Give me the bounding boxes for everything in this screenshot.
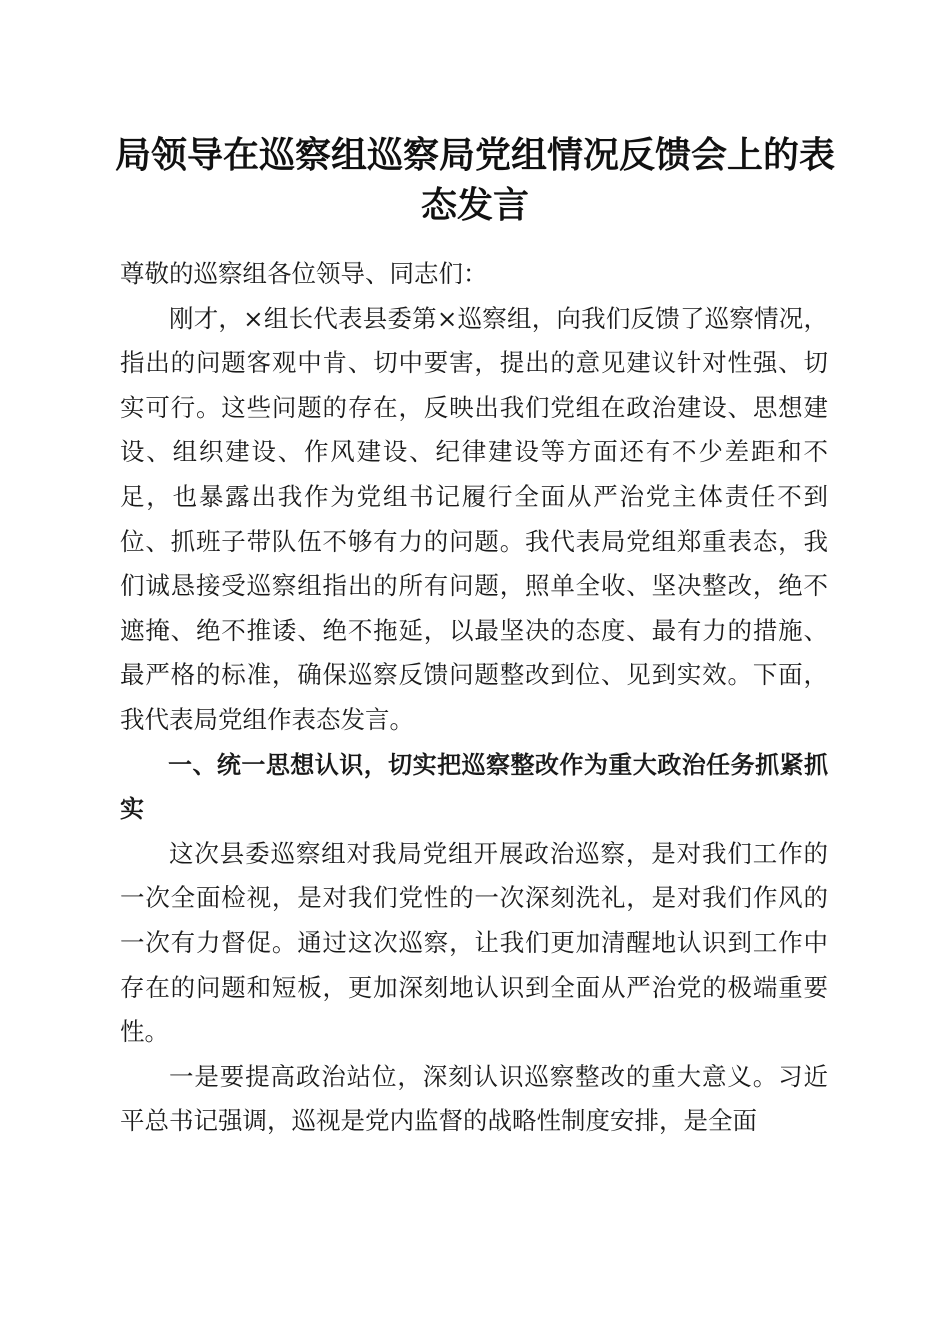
- paragraph-opening: 刚才，×组长代表县委第×巡察组，向我们反馈了巡察情况，指出的问题客观中肯、切中要害，提出的意见建议针对性强、切实可行。这些问题的存在，反映出我们党组在政治建设、思想建设、组织建设、作风建设、纪律建设等方面还有不少差距和不足，也暴露出我作为党组书记履行全面从严治党主体责任不到位、抓班子带队伍不够有力的问题。我代表局党组郑重表态，我们诚恳接受巡察组指出的所有问题，照单全收、坚决整改，绝不遮掩、绝不推诿、绝不拖延，以最坚决的态度、最有力的措施、最严格的标准，确保巡察反馈问题整改到位、见到实效。下面，我代表局党组作表态发言。: [120, 303, 828, 734]
- paragraph-section-1: 这次县委巡察组对我局党组开展政治巡察，是对我们工作的一次全面检视，是对我们党性的一次深刻洗礼，是对我们作风的一次有力督促。通过这次巡察，让我们更加清醒地认识到工作中存在的问题和短板，更加深刻地认识到全面从严治党的极端重要性。: [120, 838, 828, 1047]
- section-heading-1: 一、统一思想认识，切实把巡察整改作为重大政治任务抓紧抓实: [120, 750, 828, 824]
- paragraph-point-1: 一是要提高政治站位，深刻认识巡察整改的重大意义。习近平总书记强调，巡视是党内监督的战略性制度安排，是全面: [120, 1061, 828, 1136]
- document-title: [110, 130, 840, 230]
- title-line-2: 态发言: [420, 184, 529, 226]
- salutation: 尊敬的巡察组各位领导、同志们：: [120, 259, 488, 288]
- title-line-1: 局领导在巡察组巡察局党组情况反馈会上的表: [114, 134, 835, 176]
- document-body: [120, 252, 828, 1144]
